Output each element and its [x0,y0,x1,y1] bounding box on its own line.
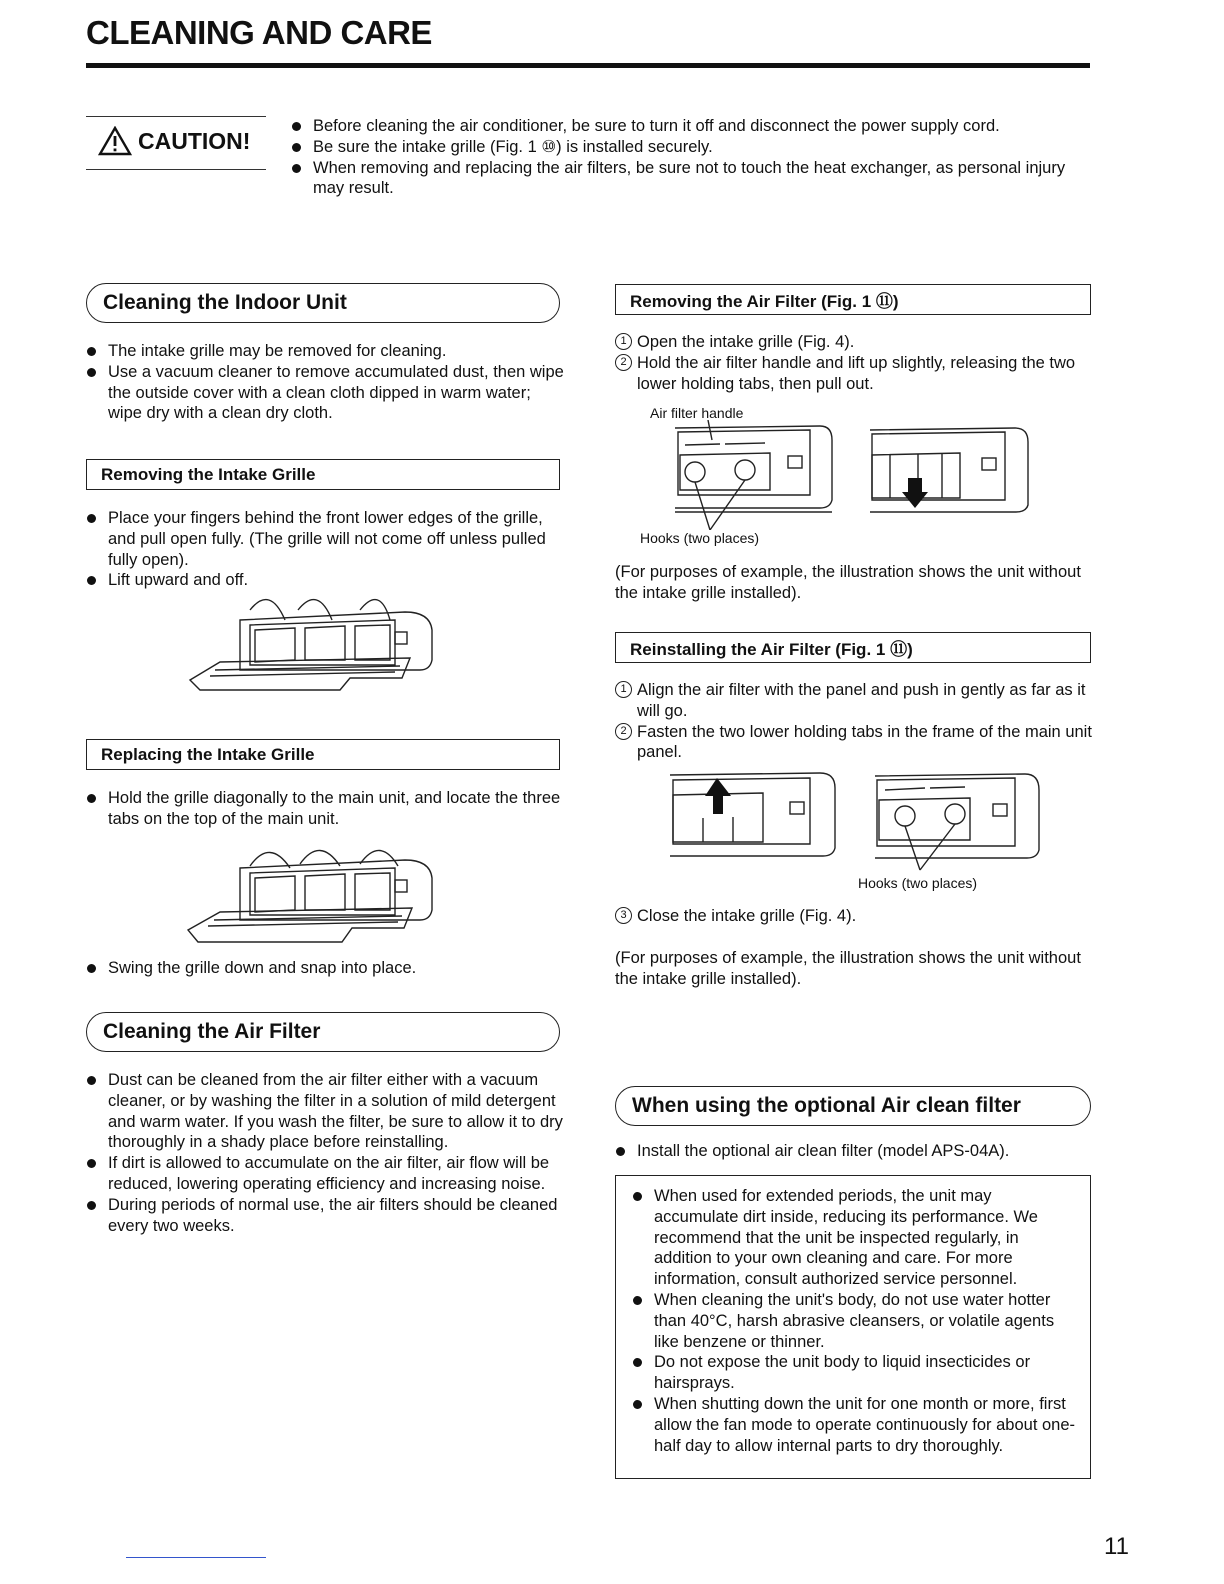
list-item: Lift upward and off. [86,570,564,591]
reinstalling-filter-step3 [615,906,1095,927]
caution-text: CAUTION! [138,127,251,154]
reinstalling-filter-illustration [665,770,1045,875]
step-item [615,680,1095,722]
step-number: 2 [615,354,632,371]
subheading-reinstalling-filter: Reinstalling the Air Filter (Fig. 1 ⑪) [615,632,1091,663]
subheading-removing-grille: Removing the Intake Grille [86,459,560,490]
removing-grille-list [86,508,564,591]
hooks-label: Hooks (two places) [640,530,760,546]
title-rule [86,63,1090,68]
list-item: If dirt is allowed to accumulate on the air filter, air flow will be reduced, lowering operating efficiency and increasing noise. [86,1153,564,1195]
footer-rule [126,1557,266,1558]
replacing-grille-after-list [86,958,564,979]
note-item: When cleaning the unit's body, do not use water hotter than 40°C, harsh abrasive cleansers, or volatile agents like benzene or thinner. [632,1290,1076,1352]
step-item [615,332,1095,353]
step-text: Open the intake grille (Fig. 4). [637,333,855,351]
list-item: Swing the grille down and snap into place. [86,958,564,979]
section-heading-air-filter: Cleaning the Air Filter [86,1012,560,1052]
air-filter-cleaning-list [86,1070,564,1236]
subheading-replacing-grille: Replacing the Intake Grille [86,739,560,770]
removing-filter-steps [615,332,1095,394]
step-text: Fasten the two lower holding tabs in the frame of the main unit panel. [637,722,1092,762]
caution-item: Before cleaning the air conditioner, be sure to turn it off and disconnect the power supply cord. [291,116,1093,137]
section-heading-indoor-unit: Cleaning the Indoor Unit [86,283,560,323]
note-item: When used for extended periods, the unit may accumulate dirt inside, reducing its performance. We recommend that the unit be inspected regularly, in addition to your own cleaning and care. For more information, consult authorized service personnel. [632,1186,1076,1290]
reinstalling-filter-note: (For purposes of example, the illustration shows the unit without the intake grille installed). [615,949,1081,988]
caution-item: Be sure the intake grille (Fig. 1 ⑩) is installed securely. [291,137,1093,158]
step-text: Close the intake grille (Fig. 4). [637,907,857,925]
optional-filter-list [615,1141,1095,1162]
list-item: Use a vacuum cleaner to remove accumulated dust, then wipe the outside cover with a clean cloth dipped in warm water; wipe dry with a clean dry cloth. [86,362,564,424]
step-item [615,353,1095,395]
indoor-unit-list [86,341,564,424]
notes-box [615,1175,1091,1479]
removing-filter-note: (For purposes of example, the illustration shows the unit without the intake grille installed). [615,563,1081,602]
removing-filter-illustration [660,420,1040,530]
list-item: Hold the grille diagonally to the main unit, and locate the three tabs on the top of the main unit. [86,788,564,830]
step-item [615,906,1095,927]
replacing-grille-list [86,788,564,830]
reinstalling-filter-steps [615,680,1095,763]
step-text: Hold the air filter handle and lift up slightly, releasing the two lower holding tabs, then pull out. [637,353,1076,393]
page-title: CLEANING AND CARE [86,14,432,51]
caution-label [98,126,250,156]
list-item: Place your fingers behind the front lower edges of the grille, and pull open fully. (The grille will not come off unless pulled fully open). [86,508,564,570]
list-item: Install the optional air clean filter (model APS-04A). [615,1141,1095,1162]
note-item: When shutting down the unit for one month or more, first allow the fan mode to operate continuously for about one-half day to allow internal parts to dry thoroughly. [632,1394,1076,1456]
hooks-label-2: Hooks (two places) [858,875,978,891]
list-item: During periods of normal use, the air filters should be cleaned every two weeks. [86,1195,564,1237]
section-heading-optional-filter: When using the optional Air clean filter [615,1086,1091,1126]
notes-list [632,1186,1076,1456]
step-number: 2 [615,723,632,740]
list-item: Dust can be cleaned from the air filter either with a vacuum cleaner, or by washing the filter in a solution of mild detergent and warm water. If you wash the filter, be sure to allow it to dry thoroughly in a shady place before reinstalling. [86,1070,564,1153]
removing-grille-illustration [180,590,440,700]
step-number: 3 [615,907,632,924]
step-number: 1 [615,681,632,698]
caution-item: When removing and replacing the air filters, be sure not to touch the heat exchanger, as personal injury may result. [291,158,1093,200]
air-filter-handle-label: Air filter handle [650,405,744,421]
replacing-grille-illustration [180,838,440,950]
list-item: The intake grille may be removed for cleaning. [86,341,564,362]
warning-triangle-icon [98,126,132,156]
page-number: 11 [1104,1533,1129,1560]
subheading-removing-filter: Removing the Air Filter (Fig. 1 ⑪) [615,284,1091,315]
step-number: 1 [615,333,632,350]
step-item [615,722,1095,764]
caution-list [291,116,1093,199]
step-text: Align the air filter with the panel and push in gently as far as it will go. [637,681,1086,720]
note-item: Do not expose the unit body to liquid insecticides or hairsprays. [632,1352,1076,1394]
